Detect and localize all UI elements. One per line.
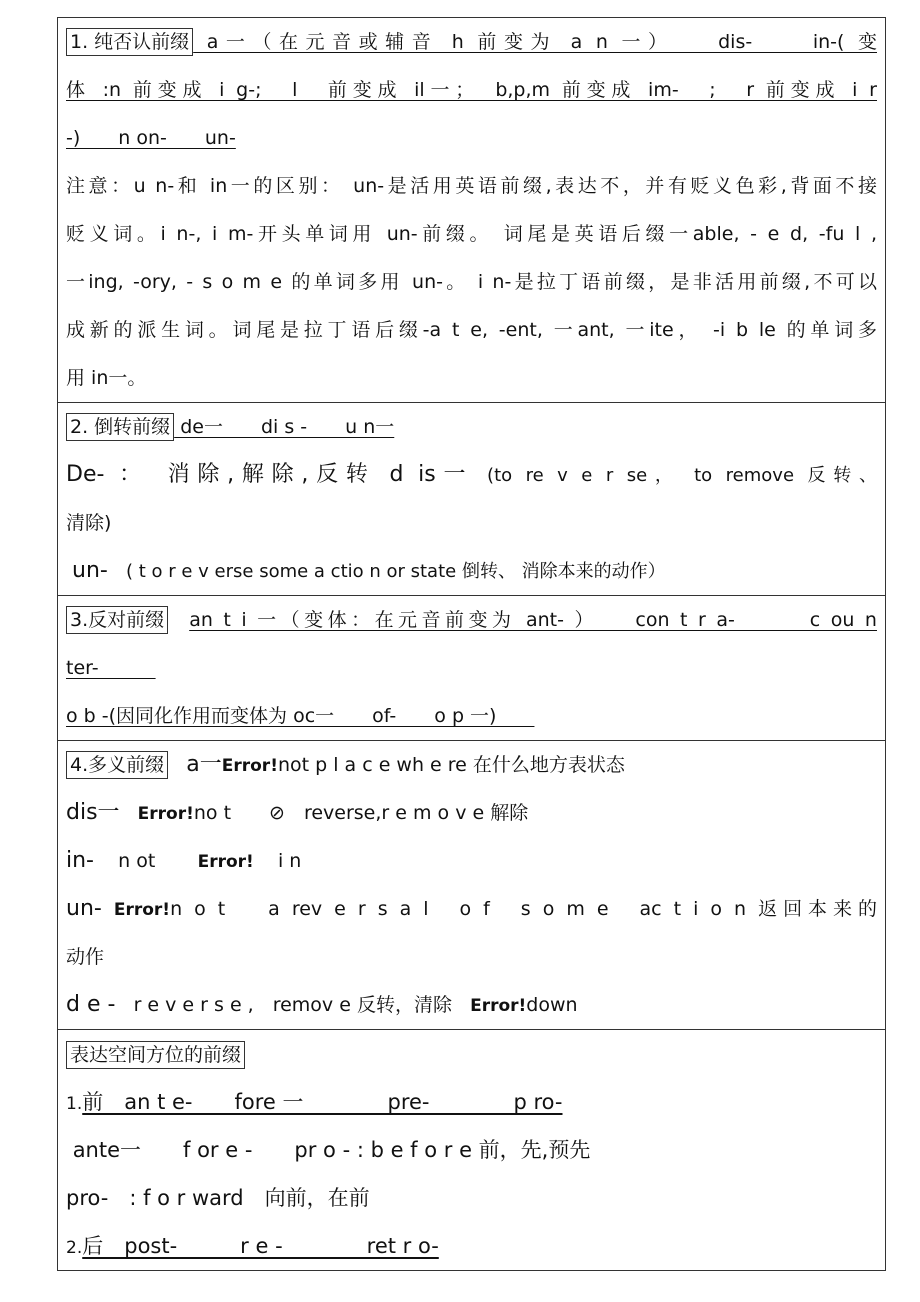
s4-dis-error: Error!	[137, 804, 194, 824]
s4-in-error: Error!	[197, 852, 254, 872]
s4-un-def: n o t a rev e r s a l o f s o m e ac t i o n 返回本来的	[170, 898, 877, 920]
s4-de-def: r e v e r s e , remov e 反转，清除	[133, 994, 452, 1016]
s1-note-5: 用 in一。	[66, 367, 147, 389]
s2-def-3	[66, 547, 877, 595]
section-spatial-prefix	[58, 1030, 886, 1271]
s1-note-4: 成新的派生词。词尾是拉丁语后缀-a t e, -ent, 一ant, 一ite， -i b le 的单词多	[66, 319, 877, 341]
s1-line1	[66, 18, 877, 66]
s4-row-de	[66, 981, 877, 1029]
section-negative-prefix	[58, 18, 886, 403]
s5-before	[66, 1078, 877, 1126]
s5-after	[66, 1222, 877, 1270]
s1-label: 1. 纯否认前缀	[66, 28, 193, 56]
s4-dis: dis一	[66, 800, 120, 825]
s4-row-a	[66, 741, 877, 789]
s4-row-in	[66, 837, 877, 885]
s4-de: d e -	[66, 992, 116, 1017]
s5-after-num: 2.	[66, 1238, 83, 1258]
s4-row-un-cont: 动作	[66, 946, 105, 968]
s2-line1	[66, 403, 877, 451]
s4-row-un	[66, 885, 877, 933]
s1-note-2: 贬义词。i n-, i m-开头单词用 un-前缀。 词尾是英语后缀一able, - e d, -fu l ,	[66, 223, 877, 245]
s5-label: 表达空间方位的前缀	[66, 1041, 245, 1069]
s3-label: 3.反对前缀	[66, 606, 168, 634]
s1-prefixes-3: -) n on- un-	[66, 127, 236, 149]
s2-label: 2. 倒转前缀	[66, 413, 174, 441]
s4-de-error: Error!	[470, 996, 527, 1016]
s4-a-error: Error!	[221, 756, 278, 776]
s3-prefixes-2: ter-	[66, 657, 156, 679]
s2-prefixes: de一 di s - u n一	[174, 416, 395, 438]
s4-row-dis	[66, 789, 877, 837]
s5-ante	[66, 1126, 877, 1174]
s4-a: a一	[186, 752, 222, 777]
s4-a-def: not p l a c e wh e re 在什么地方表状态	[277, 754, 625, 776]
s3-prefixes-3: o b -(因同化作用而变体为 oc一 of- o p 一)	[66, 705, 535, 727]
s2-de-def: De- ： 消除,解除,反转	[66, 462, 376, 487]
section-polysemy-prefix	[58, 741, 886, 1030]
s4-dis-def: no t ⊘ reverse,r e m o v e 解除	[193, 802, 529, 824]
s2-dis-def: (to re v e r se， to remove 反转、	[487, 465, 877, 486]
s4-un-error: Error!	[113, 900, 171, 920]
s5-after-prefixes: 后 post- r e - ret r o-	[82, 1234, 439, 1258]
s2-def-1	[66, 451, 877, 499]
s4-label: 4.多义前缀	[66, 751, 168, 779]
s4-in-not: n ot	[118, 850, 156, 872]
s2-un-def: ( t o r e v erse some a ctio n or state 倒转、 消除本来的动作）	[126, 561, 666, 582]
s5-pro: pro- : f o r ward 向前，在前	[66, 1186, 370, 1210]
s3-line1	[66, 596, 877, 644]
s5-before-prefixes: 前 an t e- fore 一 pre- p ro-	[82, 1090, 563, 1114]
s4-in-def: i n	[277, 850, 302, 872]
s3-prefixes-1: an t i 一（变体：在元音前变为 ant- ） con t r a- c ou n	[189, 609, 877, 631]
s4-un: un-	[66, 896, 102, 921]
s1-prefixes-2: 体 :n 前变成 i g-; l 前变成 il一； b,p,m 前变成 im- ; r 前变成 i r	[66, 79, 877, 101]
s1-prefixes-1: a一（在元音或辅音 h 前变为 a n 一） dis- in-( 变	[193, 31, 877, 53]
s5-before-num: 1.	[66, 1094, 83, 1114]
s5-header	[66, 1030, 877, 1078]
section-reverse-prefix	[58, 403, 886, 596]
s2-un: un-	[72, 558, 108, 583]
s5-ante-def: ante一 f or e - pr o - : b e f o r e 前，先,预先	[72, 1138, 591, 1162]
content-table	[57, 17, 886, 1271]
s2-dis: d is一	[389, 462, 474, 487]
s2-def-2: 清除)	[66, 512, 112, 534]
section-opposite-prefix	[58, 596, 886, 741]
s4-de-down: down	[526, 994, 578, 1016]
s4-in: in-	[66, 848, 94, 873]
s1-note-1: 注意：u n-和 in一的区别： un-是活用英语前缀,表达不，并有贬义色彩,背面不接	[66, 175, 877, 197]
s1-note-3: 一ing, -ory, - s o m e 的单词多用 un-。 i n-是拉丁语前缀，是非活用前缀,不可以	[66, 271, 877, 293]
